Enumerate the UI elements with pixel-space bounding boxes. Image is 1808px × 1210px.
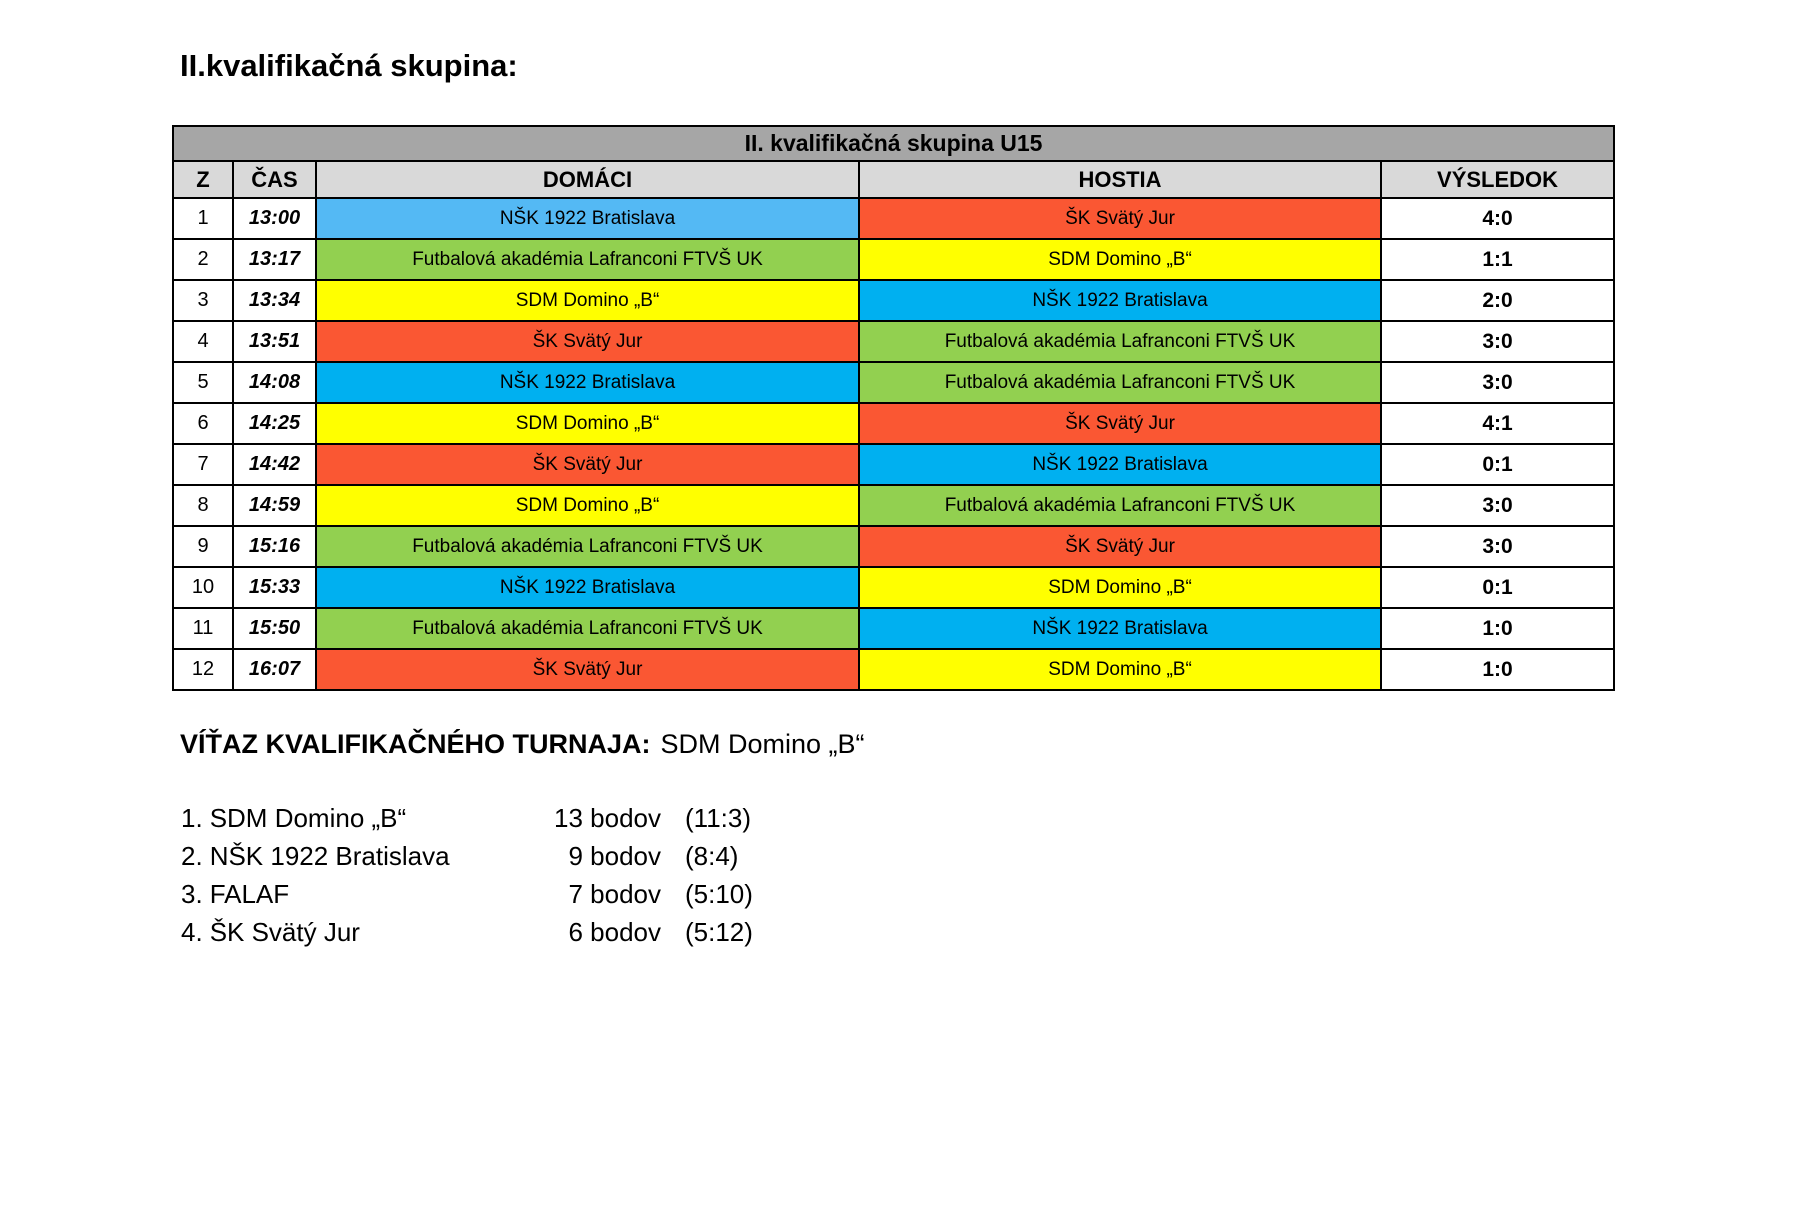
final-standings — [181, 803, 753, 955]
home-team-cell: Futbalová akadémia Lafranconi FTVŠ UK — [316, 608, 859, 649]
standing-points: 13 bodov — [554, 803, 661, 833]
standing-team — [181, 879, 531, 910]
standing-rank: 3. — [181, 879, 203, 909]
col-header-cas: ČAS — [233, 161, 316, 198]
away-team-cell: Futbalová akadémia Lafranconi FTVŠ UK — [859, 321, 1381, 362]
standing-row — [181, 879, 753, 917]
match-time: 14:42 — [233, 444, 316, 485]
match-number: 4 — [173, 321, 233, 362]
match-time: 13:51 — [233, 321, 316, 362]
result-cell: 2:0 — [1381, 280, 1614, 321]
home-team-cell: ŠK Svätý Jur — [316, 321, 859, 362]
match-time: 15:50 — [233, 608, 316, 649]
result-cell: 4:0 — [1381, 198, 1614, 239]
match-number: 6 — [173, 403, 233, 444]
standing-team-name: SDM Domino „B“ — [209, 803, 407, 833]
away-team-cell: Futbalová akadémia Lafranconi FTVŠ UK — [859, 485, 1381, 526]
standing-team — [181, 803, 531, 834]
column-header-row — [173, 161, 1614, 198]
away-team-cell: SDM Domino „B“ — [859, 239, 1381, 280]
standing-row — [181, 803, 753, 841]
standing-points: 7 bodov — [568, 879, 661, 909]
match-row — [173, 444, 1614, 485]
home-team-cell: ŠK Svätý Jur — [316, 444, 859, 485]
away-team-cell: SDM Domino „B“ — [859, 567, 1381, 608]
match-row — [173, 198, 1614, 239]
result-cell: 1:0 — [1381, 649, 1614, 690]
match-number: 3 — [173, 280, 233, 321]
result-cell: 3:0 — [1381, 485, 1614, 526]
match-row — [173, 239, 1614, 280]
col-header-z: Z — [173, 161, 233, 198]
match-row — [173, 403, 1614, 444]
standing-points: 9 bodov — [568, 841, 661, 871]
match-row — [173, 321, 1614, 362]
standing-goal-ratio: (5:12) — [685, 917, 753, 947]
qualification-schedule-table — [172, 125, 1615, 691]
match-time: 13:17 — [233, 239, 316, 280]
result-cell: 3:0 — [1381, 362, 1614, 403]
standing-rank: 1. — [181, 803, 203, 833]
standing-team-name: ŠK Svätý Jur — [209, 917, 360, 947]
away-team-cell: ŠK Svätý Jur — [859, 403, 1381, 444]
winner-team: SDM Domino „B“ — [660, 729, 865, 759]
standing-goal-ratio: (8:4) — [685, 841, 739, 871]
match-number: 8 — [173, 485, 233, 526]
away-team-cell: ŠK Svätý Jur — [859, 198, 1381, 239]
match-time: 14:08 — [233, 362, 316, 403]
standing-points: 6 bodov — [568, 917, 661, 947]
match-row — [173, 362, 1614, 403]
match-number: 11 — [173, 608, 233, 649]
table-title-row — [173, 126, 1614, 161]
home-team-cell: NŠK 1922 Bratislava — [316, 198, 859, 239]
standing-team — [181, 841, 531, 872]
away-team-cell: NŠK 1922 Bratislava — [859, 608, 1381, 649]
match-row — [173, 567, 1614, 608]
match-time: 14:59 — [233, 485, 316, 526]
result-cell: 4:1 — [1381, 403, 1614, 444]
winner-line — [180, 729, 865, 760]
match-number: 7 — [173, 444, 233, 485]
result-cell: 3:0 — [1381, 321, 1614, 362]
match-time: 15:16 — [233, 526, 316, 567]
away-team-cell: NŠK 1922 Bratislava — [859, 444, 1381, 485]
home-team-cell: SDM Domino „B“ — [316, 403, 859, 444]
standing-team-name: NŠK 1922 Bratislava — [209, 841, 450, 871]
home-team-cell: NŠK 1922 Bratislava — [316, 362, 859, 403]
match-time: 15:33 — [233, 567, 316, 608]
match-time: 13:00 — [233, 198, 316, 239]
result-cell: 0:1 — [1381, 444, 1614, 485]
result-cell: 1:1 — [1381, 239, 1614, 280]
match-number: 1 — [173, 198, 233, 239]
home-team-cell: SDM Domino „B“ — [316, 280, 859, 321]
match-time: 16:07 — [233, 649, 316, 690]
standing-goal-ratio: (5:10) — [685, 879, 753, 909]
standing-team — [181, 917, 531, 948]
result-cell: 0:1 — [1381, 567, 1614, 608]
match-number: 9 — [173, 526, 233, 567]
match-time: 14:25 — [233, 403, 316, 444]
col-header-hostia: HOSTIA — [859, 161, 1381, 198]
away-team-cell: ŠK Svätý Jur — [859, 526, 1381, 567]
away-team-cell: SDM Domino „B“ — [859, 649, 1381, 690]
match-time: 13:34 — [233, 280, 316, 321]
home-team-cell: NŠK 1922 Bratislava — [316, 567, 859, 608]
match-row — [173, 526, 1614, 567]
match-row — [173, 649, 1614, 690]
standing-row — [181, 841, 753, 879]
result-cell: 1:0 — [1381, 608, 1614, 649]
winner-label: VÍŤAZ KVALIFIKAČNÉHO TURNAJA: — [180, 729, 651, 759]
page-title: II.kvalifikačná skupina: — [180, 48, 518, 83]
match-row — [173, 608, 1614, 649]
home-team-cell: Futbalová akadémia Lafranconi FTVŠ UK — [316, 239, 859, 280]
home-team-cell: SDM Domino „B“ — [316, 485, 859, 526]
result-cell: 3:0 — [1381, 526, 1614, 567]
home-team-cell: ŠK Svätý Jur — [316, 649, 859, 690]
match-number: 2 — [173, 239, 233, 280]
standing-goal-ratio: (11:3) — [685, 803, 751, 833]
standing-row — [181, 917, 753, 955]
match-number: 10 — [173, 567, 233, 608]
col-header-vysledok: VÝSLEDOK — [1381, 161, 1614, 198]
match-row — [173, 485, 1614, 526]
col-header-domaci: DOMÁCI — [316, 161, 859, 198]
table-title: II. kvalifikačná skupina U15 — [173, 126, 1614, 161]
standing-team-name: FALAF — [209, 879, 290, 909]
standing-rank: 4. — [181, 917, 203, 947]
match-number: 12 — [173, 649, 233, 690]
match-number: 5 — [173, 362, 233, 403]
away-team-cell: NŠK 1922 Bratislava — [859, 280, 1381, 321]
home-team-cell: Futbalová akadémia Lafranconi FTVŠ UK — [316, 526, 859, 567]
standing-rank: 2. — [181, 841, 203, 871]
match-row — [173, 280, 1614, 321]
away-team-cell: Futbalová akadémia Lafranconi FTVŠ UK — [859, 362, 1381, 403]
